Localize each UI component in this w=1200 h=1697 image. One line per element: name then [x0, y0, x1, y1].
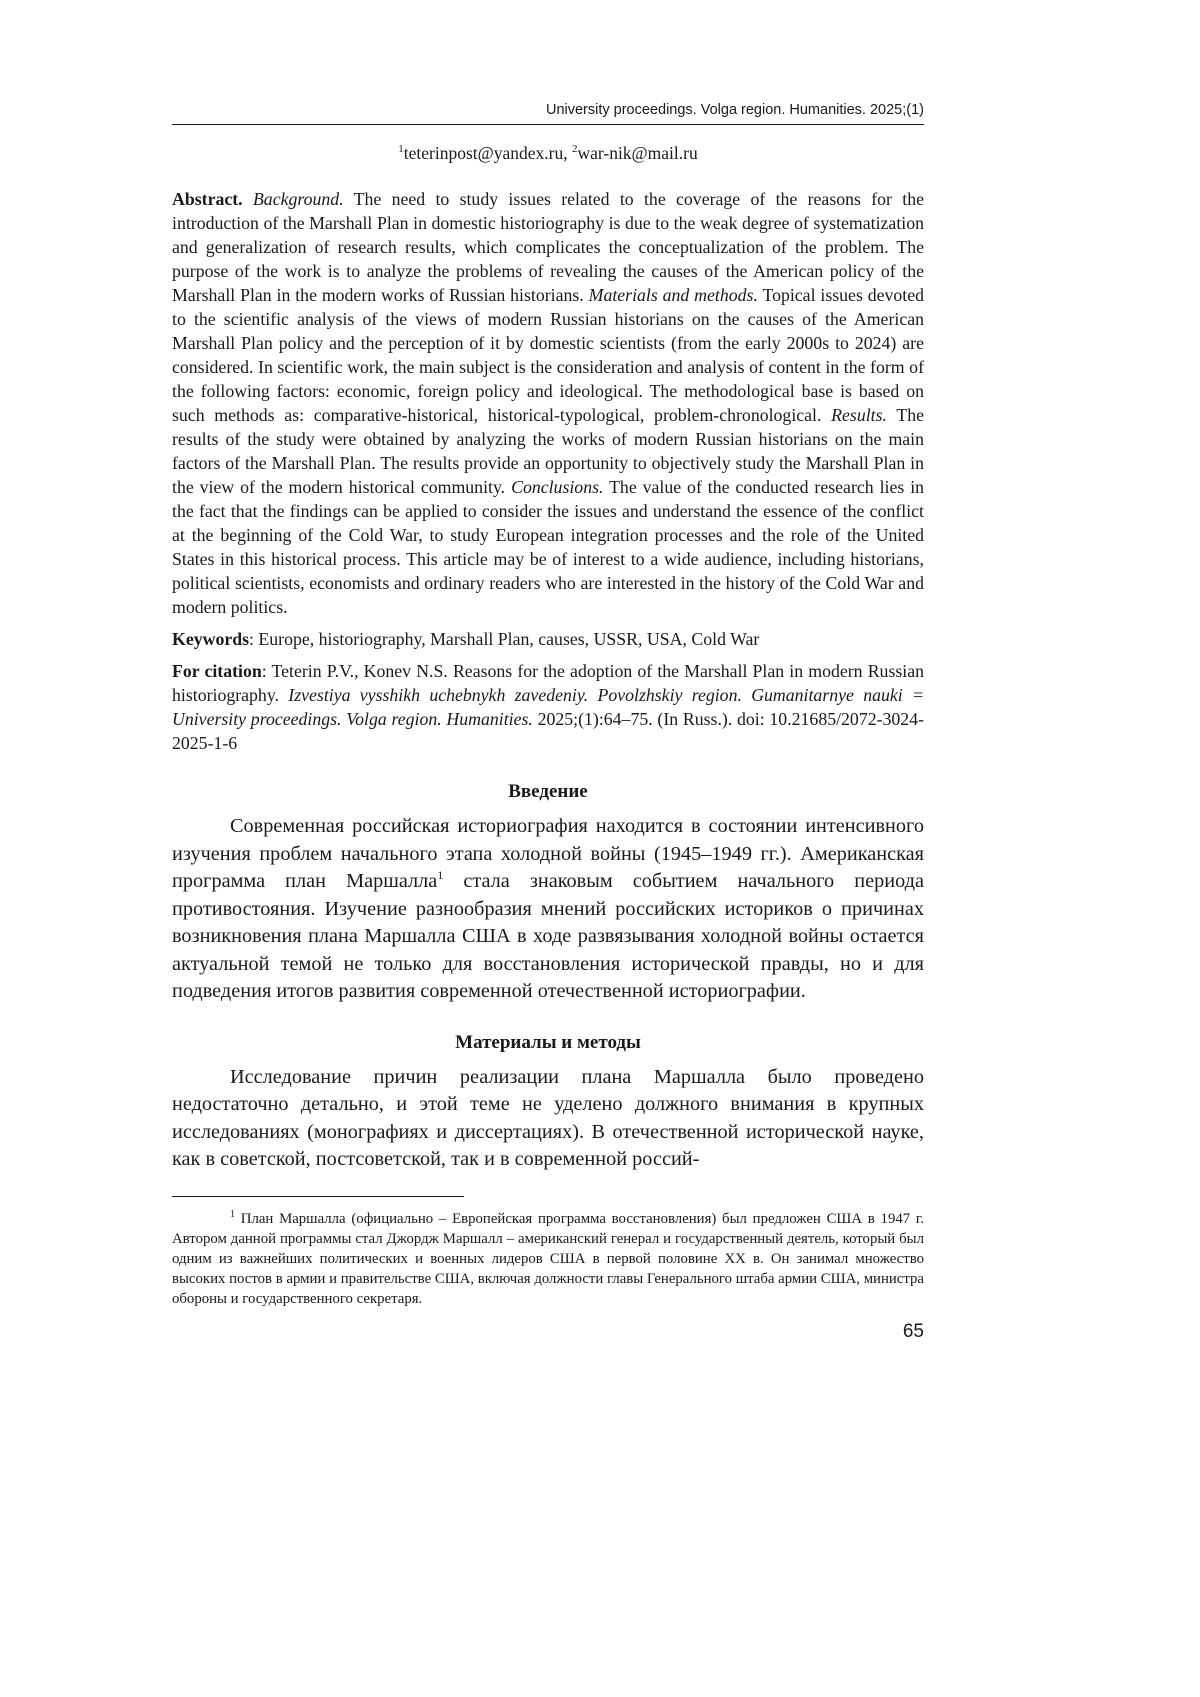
email-mark-1: 1: [398, 143, 404, 156]
intro-heading: Введение: [508, 781, 588, 802]
citation-journal: Izvestiya vysshikh uchebnykh zavedeniy. Povolzhskiy region. Gumanitarnye nauki = University proceedings. Volga region. Humanities.: [172, 685, 924, 729]
keywords-label: Keywords: [172, 629, 250, 649]
footnote-text: План Маршалла (официально – Европейская программа восстановления) был предложен США в 1947 г. Автором данной программы стал Джордж Маршалл – американский генерал и государственный деятель, который был одним из важнейших политических и военных лидеров США в первой половине XX в. Он занимал множество высоких постов в армии и правительстве США, включая должности главы Генерального штаба армии США, министра обороны и государственного секретаря.: [172, 1210, 924, 1307]
page-number: 65: [902, 1320, 924, 1342]
methods-label: Materials and methods.: [588, 285, 758, 305]
email-1: teterinpost@yandex.ru,: [403, 143, 572, 163]
citation-label: For citation: [172, 661, 262, 681]
conclusions-text: The value of the conducted research lies in the fact that the findings can be applied to consider the issues and understand the essence of the conflict at the beginning of the Cold War, to study European integration processes and the role of the United States in this historical process. This article may be of interest to a wide audience, including historians, political scientists, economists and ordinary readers who are interested in the history of the Cold War and modern politics.: [172, 477, 925, 617]
conclusions-label: Conclusions.: [511, 477, 604, 497]
author-emails: [172, 141, 924, 165]
citation: [172, 659, 924, 755]
intro-text-before: Современная российская историография находится в состоянии интенсивного изучения проблем начального этапа холодной войны (1945–1949 гг.). Американская программа план Маршалла: [172, 815, 924, 892]
keywords: [172, 627, 924, 651]
page: [172, 100, 924, 1343]
email-mark-2: 2: [571, 143, 578, 156]
intro-text-after: стала знаковым событием начального периода противостояния. Изучение разнообразия мнений российских историков о причинах возникновения плана Маршалла США в ходе развязывания холодной войны остается актуальной темой не только для восстановления исторической правды, но и для подведения итогов развития современной отечественной историографии.: [172, 870, 924, 1002]
footnote-divider: [172, 1196, 464, 1197]
footnote-reference[interactable]: 1: [437, 868, 444, 883]
keywords-text: : Europe, historiography, Marshall Plan, causes, USSR, USA, Cold War: [249, 629, 760, 649]
abstract-paragraph: [172, 187, 924, 619]
running-head: University proceedings. Volga region. Humanities. 2025;(1): [172, 100, 924, 125]
results-label: Results.: [831, 405, 887, 425]
citation-text-start: : Teterin P.V., Konev N.S. Reasons for the adoption of the Marshall Plan in modern Russian historiography.: [172, 661, 925, 705]
email-2: war-nik@mail.ru: [577, 143, 698, 163]
methods-heading: Материалы и методы: [455, 1031, 641, 1053]
background-text: The need to study issues related to the coverage of the reasons for the introduction of the Marshall Plan in domestic historiography is due to the weak degree of systematization and generalization of research results, which complicates the conceptualization of the problem. The purpose of the work is to analyze the problems of revealing the causes of the American policy of the Marshall Plan in the modern works of Russian historians.: [172, 189, 925, 305]
footnote: [172, 1209, 924, 1309]
results-text: The results of the study were obtained by analyzing the works of modern Russian historians on the main factors of the Marshall Plan. The results provide an opportunity to objectively study the Marshall Plan in the view of the modern historical community.: [172, 405, 924, 497]
citation-text-end: 2025;(1):64–75. (In Russ.). doi: 10.21685/2072-3024-2025-1-6: [172, 709, 925, 753]
methods-text: Topical issues devoted to the scientific analysis of the views of modern Russian historians on the causes of the American Marshall Plan policy and the perception of it by domestic scientists (from the early 2000s to 2024) are considered. In scientific work, the main subject is the consideration and analysis of content in the form of the following factors: economic, foreign policy and ideological. The methodological base is based on such methods as: comparative-historical, historical-typological, problem-chronological.: [172, 285, 925, 425]
abstract-label: Abstract.: [172, 189, 243, 209]
abstract-section: [172, 187, 924, 755]
intro-paragraph: [172, 813, 924, 1006]
background-label: Background.: [252, 189, 344, 209]
methods-paragraph: Исследование причин реализации плана Маршалла было проведено недостаточно детально, и этой теме не уделено должного внимания в крупных исследованиях (монографиях и диссертациях). В отечественной исторической науке, как в советской, постсоветской, так и в современной россий-: [172, 1065, 924, 1170]
footnote-mark: 1: [230, 1208, 235, 1220]
